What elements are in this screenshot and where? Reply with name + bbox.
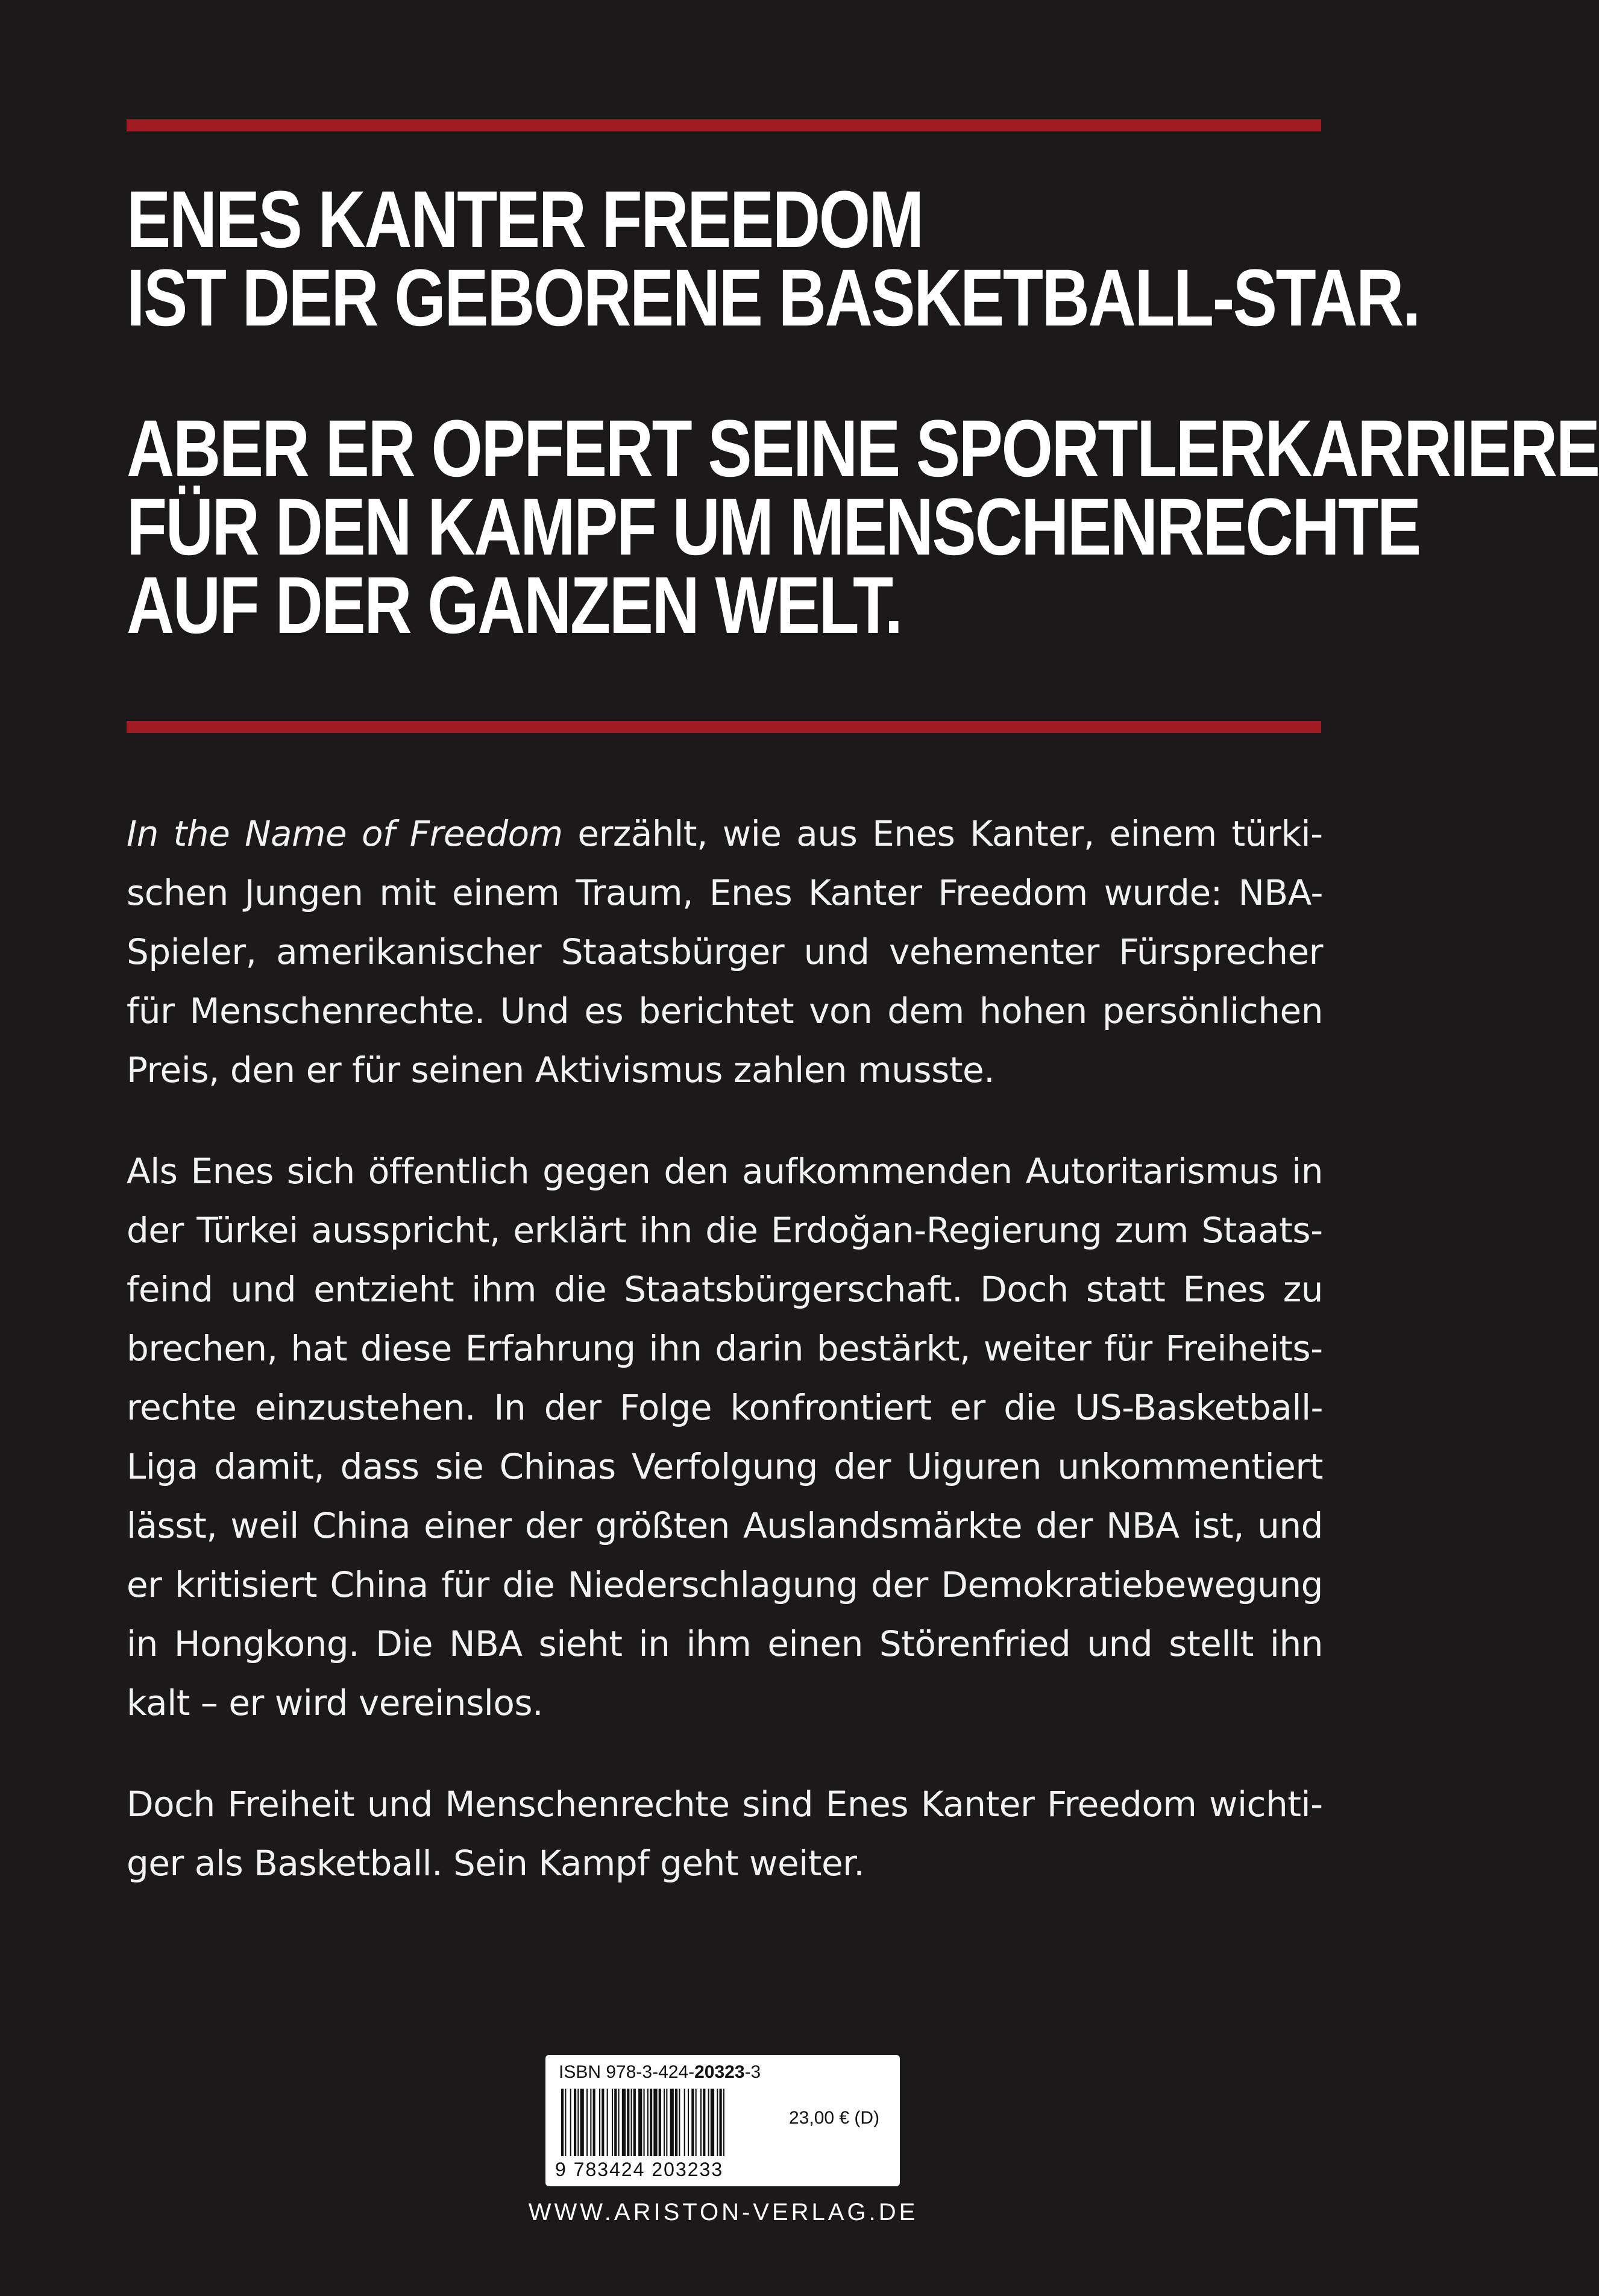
- book-title: In the Name of Freedom: [127, 813, 563, 854]
- barcode-bar: [688, 2089, 689, 2156]
- barcode-bar: [599, 2089, 600, 2156]
- barcode-bar: [593, 2089, 595, 2156]
- headline-primary-line-1: ENES KANTER FREEDOM: [127, 175, 923, 265]
- isbn-suffix: -3: [744, 2062, 761, 2082]
- barcode-bar: [590, 2089, 591, 2156]
- barcode-bar: [666, 2089, 667, 2156]
- barcode-bar: [723, 2089, 724, 2156]
- isbn-barcode-label: [545, 2055, 900, 2186]
- barcode-bar: [586, 2089, 588, 2156]
- barcode-bar: [691, 2089, 694, 2156]
- barcode-bar: [653, 2089, 657, 2156]
- blurb-paragraph-1-text: erzählt, wie aus Enes Kanter, einem türkischen Jungen mit einem Traum, Enes Kanter Freedom wurde: NBA-Spieler, amerikanischer Staatsbürger und vehementer Fürsprecher für Menschenrechte. Und es berichtet von dem hohen persönlichen Preis, den er für seinen Aktivismus zahlen musste.: [127, 813, 1324, 1090]
- barcode-bar: [700, 2089, 702, 2156]
- barcode-bar: [670, 2089, 674, 2156]
- barcode-bar: [708, 2089, 709, 2156]
- headline-secondary-line-1: ABER ER OPFERT SEINE SPORTLERKARRIERE: [127, 404, 1599, 494]
- headline-secondary: [127, 404, 1599, 650]
- barcode-bar: [577, 2089, 579, 2156]
- blurb-paragraph-1: [127, 804, 1323, 1099]
- barcode-bar: [644, 2089, 645, 2156]
- barcode-bar: [627, 2089, 629, 2156]
- headline-primary-line-2: IST DER GEBORENE BASKETBALL-STAR.: [127, 253, 1419, 343]
- barcode-bar: [602, 2089, 604, 2156]
- barcode-bar: [574, 2089, 576, 2156]
- barcode-bar: [664, 2089, 665, 2156]
- blurb-paragraph-3: Doch Freiheit und Menschenrechte sind Enes Kanter Freedom wichtiger als Basketball. Sein Kampf geht weiter.: [127, 1784, 1323, 1884]
- barcode-bar: [717, 2089, 718, 2156]
- headline-secondary-line-2: FÜR DEN KAMPF UM MENSCHENRECHTE: [127, 482, 1420, 572]
- barcode-bar: [580, 2089, 584, 2156]
- bottom-red-rule: [127, 721, 1321, 733]
- barcode-bar: [696, 2089, 697, 2156]
- isbn-prefix: ISBN 978-3-424-: [559, 2062, 695, 2082]
- barcode-icon: [559, 2089, 788, 2156]
- barcode-bar: [703, 2089, 705, 2156]
- barcode-bar: [650, 2089, 652, 2156]
- ean-digits: 9 783424 203233: [555, 2159, 724, 2180]
- headline-primary: [127, 175, 1419, 343]
- barcode-bar: [675, 2089, 677, 2156]
- barcode-bar: [720, 2089, 722, 2156]
- barcode-bar: [638, 2089, 642, 2156]
- barcode-bar: [612, 2089, 613, 2156]
- barcode-bar: [647, 2089, 649, 2156]
- barcode-bar: [618, 2089, 620, 2156]
- barcode-bar: [679, 2089, 680, 2156]
- barcode-bar: [633, 2089, 636, 2156]
- barcode-bar: [711, 2089, 714, 2156]
- barcode-bar: [570, 2089, 571, 2156]
- barcode-bar: [631, 2089, 632, 2156]
- price-label: 23,00 € (D): [789, 2108, 880, 2128]
- publisher-website: WWW.ARISTON-VERLAG.DE: [528, 2199, 919, 2225]
- isbn-bold-part: 20323: [694, 2062, 745, 2082]
- isbn-number: [559, 2062, 761, 2083]
- barcode-bar: [565, 2089, 566, 2156]
- barcode-bar: [684, 2089, 685, 2156]
- blurb-paragraph-2: Als Enes sich öffentlich gegen den aufkommenden Autoritarismus in der Türkei ausspricht, erklärt ihn die Erdoğan-Regierung zum Staatsfeind und entzieht ihm die Staatsbürgerschaft. Doch statt Enes zu brechen, hat diese Erfahrung ihn darin bestärkt, weiter für Freiheitsrechte einzustehen. In der Folge konfrontiert er die US-Basketball-Liga damit, dass sie Chinas Verfolgung der Uiguren unkommentiert lässt, weil China einer der größten Auslandsmärkte der NBA ist, und er kritisiert China für die Niederschlagung der Demokratiebewegung in Hongkong. Die NBA sieht in ihm einen Störenfried und stellt ihn kalt – er wird vereinslos.: [127, 1151, 1323, 1723]
- barcode-bar: [561, 2089, 564, 2156]
- barcode-bar: [614, 2089, 617, 2156]
- headline-secondary-line-3: AUF DER GANZEN WELT.: [127, 561, 902, 650]
- top-red-rule: [127, 119, 1321, 131]
- barcode-bar: [607, 2089, 608, 2156]
- barcode-bar: [659, 2089, 661, 2156]
- barcode-bar: [622, 2089, 626, 2156]
